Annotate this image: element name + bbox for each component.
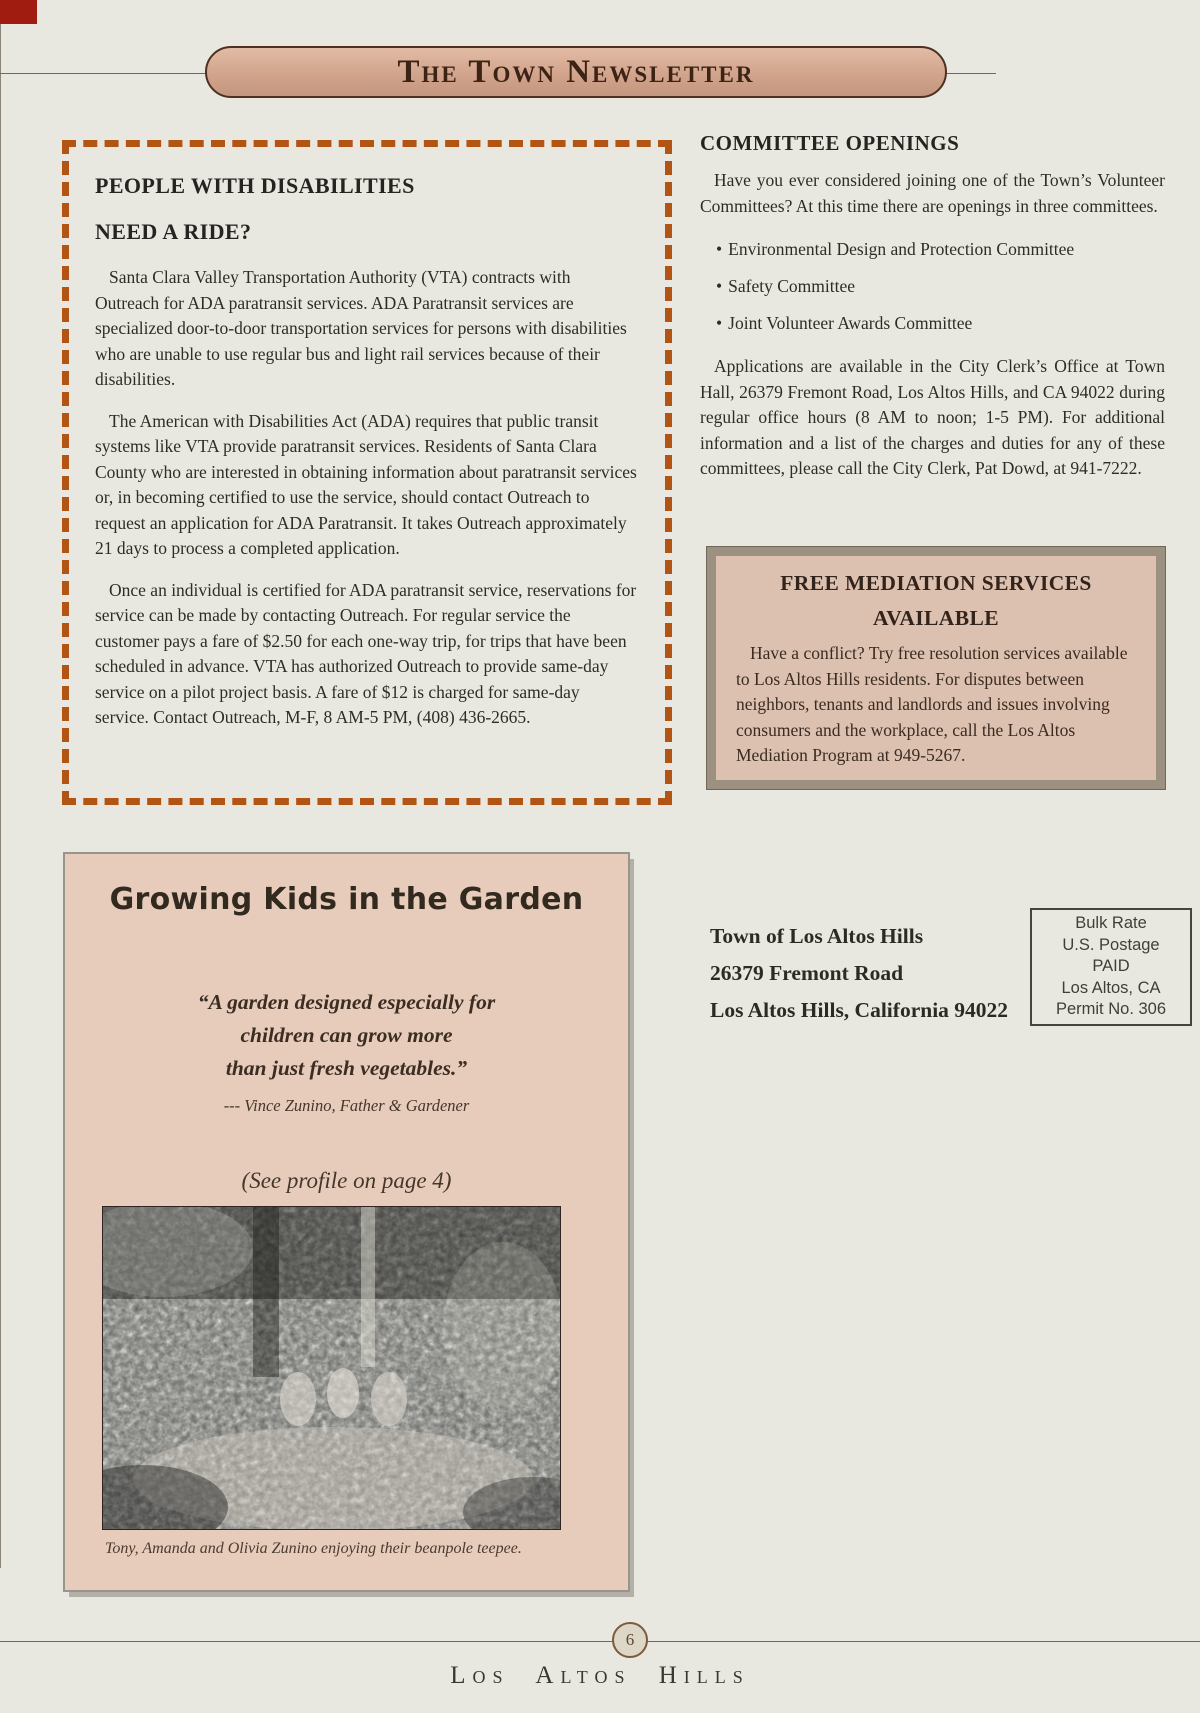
garden-title: Growing Kids in the Garden xyxy=(109,882,584,917)
committee-list-item-label: Safety Committee xyxy=(728,276,855,296)
scan-artifact-corner xyxy=(0,0,37,24)
mailing-address xyxy=(710,918,1008,1029)
bulk-rate-line: Bulk Rate xyxy=(1075,914,1147,933)
bulk-rate-line: U.S. Postage xyxy=(1062,935,1160,954)
garden-quote-attribution: --- Vince Zunino, Father & Gardener xyxy=(223,1096,470,1115)
bullet-icon: • xyxy=(716,313,723,333)
bullet-icon: • xyxy=(716,239,723,259)
disabilities-paragraph: Santa Clara Valley Transportation Authority (VTA) contracts with Outreach for ADA paratransit services. ADA Paratransit services are specialized door-to-door transportation services for persons with disabilities who are unable to use regular bus and light rail services because of their disabilities. xyxy=(95,267,627,389)
committee-list-item xyxy=(716,237,1165,262)
committee-list-item xyxy=(716,311,1165,336)
header-rule-right xyxy=(946,73,996,74)
footer-brand: Los Altos Hills xyxy=(450,1662,750,1689)
mediation-heading-line2: AVAILABLE xyxy=(873,606,999,630)
garden-feature-panel xyxy=(63,852,630,1592)
committee-article xyxy=(700,131,1165,498)
mailing-address-line: 26379 Fremont Road xyxy=(710,961,904,985)
page-number: 6 xyxy=(625,1630,635,1649)
newsletter-title: The Town Newsletter xyxy=(397,53,755,90)
bulk-rate-line: PAID xyxy=(1092,957,1130,976)
bullet-icon: • xyxy=(716,276,723,296)
garden-quote-line: “A garden designed especially for xyxy=(197,990,496,1014)
garden-quote-line: than just fresh vegetables.” xyxy=(225,1056,468,1080)
committee-list-item-label: Joint Volunteer Awards Committee xyxy=(728,313,973,333)
page-frame-left xyxy=(0,0,1,1568)
garden-photo-caption: Tony, Amanda and Olivia Zunino enjoying their beanpole teepee. xyxy=(105,1540,522,1557)
bulk-rate-stamp xyxy=(1030,908,1192,1026)
footer-rule xyxy=(0,1641,1200,1642)
mailing-address-line: Town of Los Altos Hills xyxy=(710,924,924,948)
disabilities-heading-line2: NEED A RIDE? xyxy=(95,219,252,244)
garden-quote-line: children can grow more xyxy=(240,1023,453,1047)
mediation-heading-line1: FREE MEDIATION SERVICES xyxy=(780,571,1092,595)
committee-list xyxy=(700,237,1165,336)
garden-quote xyxy=(65,986,628,1085)
mediation-box xyxy=(707,547,1165,789)
disabilities-heading-line1: PEOPLE WITH DISABILITIES xyxy=(95,173,415,198)
page-number-badge xyxy=(612,1622,648,1658)
committee-details: Applications are available in the City Clerk’s Office at Town Hall, 26379 Fremont Road, Los Altos Hills, and CA 94022 during regular office hours (8 AM to noon; 1-5 PM). For additional information and a list of the charges and duties for any of these committees, please call the City Clerk, Pat Dowd, at 941-7222. xyxy=(700,356,1165,478)
committee-heading: COMMITTEE OPENINGS xyxy=(700,131,960,155)
disabilities-article-box xyxy=(62,140,672,805)
disabilities-paragraph: Once an individual is certified for ADA paratransit service, reservations for service can be made by contacting Outreach. For regular service the customer pays a fare of $2.50 for each one-way trip, for trips that have been scheduled in advance. VTA has authorized Outreach to provide same-day service on a pilot project basis. A fare of $12 is charged for same-day service. Contact Outreach, M-F, 8 AM-5 PM, (408) 436-2665. xyxy=(95,579,637,727)
committee-list-item-label: Environmental Design and Protection Committee xyxy=(728,239,1075,259)
garden-photo-image xyxy=(103,1207,560,1529)
header-rule-left xyxy=(0,73,206,74)
see-profile-note: (See profile on page 4) xyxy=(241,1168,452,1193)
garden-photo xyxy=(102,1206,561,1530)
mediation-body: Have a conflict? Try free resolution services available to Los Altos Hills residents. For disputes between neighbors, tenants and landlords and issues involving consumers and the workplace, call the Los Altos Mediation Program at 949-5267. xyxy=(736,643,1128,765)
disabilities-paragraph: The American with Disabilities Act (ADA) requires that public transit systems like VTA provide paratransit services. Residents of Santa Clara County who are interested in obtaining information about paratransit services or, in becoming certified to use the service, should contact Outreach to request an application for ADA Paratransit. It takes Outreach approximately 21 days to process a completed application. xyxy=(95,410,637,558)
committee-intro: Have you ever considered joining one of the Town’s Volunteer Committees? At this time there are openings in three committees. xyxy=(700,170,1165,216)
newsletter-banner xyxy=(205,46,947,98)
bulk-rate-line: Permit No. 306 xyxy=(1055,1000,1167,1019)
committee-list-item xyxy=(716,274,1165,299)
mailing-address-line: Los Altos Hills, California 94022 xyxy=(710,998,1009,1022)
bulk-rate-line: Los Altos, CA xyxy=(1061,978,1161,997)
